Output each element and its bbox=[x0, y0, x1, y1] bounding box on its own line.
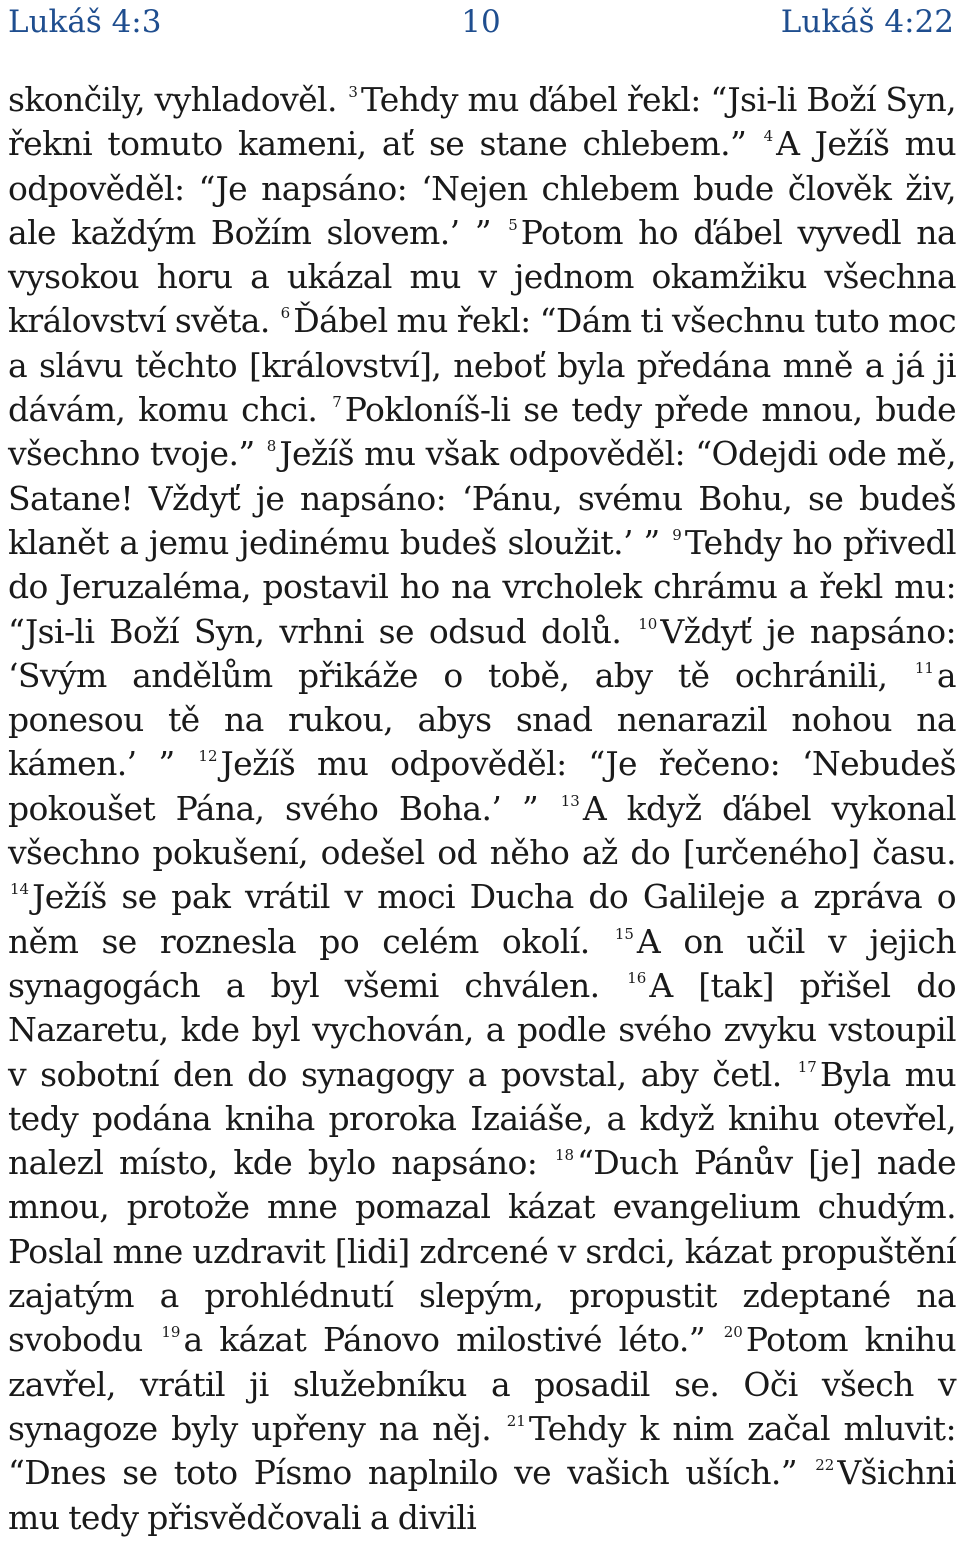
verse-number: 15 bbox=[614, 924, 634, 943]
verse-text: “Duch Pánův [je] nade mnou, protože mne pomazal kázat evangelium chudým. Poslal mne uzdravit [lidi] zdrcené v srdci, kázat propuštění zajatým a prohlédnutí slepým, propustit zdeptané na svobodu bbox=[8, 1143, 957, 1360]
verse-text: A on učil v jejich synagogách a byl všemi chválen. bbox=[8, 921, 957, 1005]
verse-number: 17 bbox=[797, 1057, 817, 1076]
verse-text: Potom knihu zavřel, vrátil ji služebníku a posadil se. Oči všech v synagoze byly upřeny na něj. bbox=[8, 1320, 956, 1448]
verse-number: 19 bbox=[161, 1323, 181, 1342]
verse-text: Tehdy mu ďábel řekl: “Jsi-li Boží Syn, řekni tomuto kameni, ať se stane chlebem.” bbox=[8, 80, 956, 164]
verse-text: Všichni mu tedy přisvědčovali a divili bbox=[8, 1453, 956, 1537]
verse-text: Tehdy ho přivedl do Jeruzaléma, postavil ho na vrcholek chrámu a řekl mu: “Jsi-li Boží Syn, vrhni se odsud dolů. bbox=[8, 522, 957, 651]
verse-number: 3 bbox=[348, 83, 358, 101]
verse-text: Ježíš mu však odpověděl: “Odejdi ode mě, Satane! Vždyť je napsáno: ‘Pánu, svému Bohu, se budeš klanět a jemu jedinému budeš sloužit.’ ” bbox=[8, 434, 957, 562]
verse-text: Vždyť je napsáno: ‘Svým andělům přikáže o tobě, aby tě ochránili, bbox=[8, 611, 956, 695]
verse-text: Tehdy k nim začal mluvit: “Dnes se toto Písmo naplnilo ve vašich uších.” bbox=[8, 1408, 956, 1493]
verse-number: 10 bbox=[638, 614, 658, 633]
verse-text: Byla mu tedy podána kniha proroka Izaiáše, a když knihu otevřel, nalezl místo, kde bylo napsáno: bbox=[8, 1054, 956, 1183]
verse bbox=[159, 1320, 705, 1359]
passage-text bbox=[8, 78, 956, 1540]
verse-number: 14 bbox=[10, 880, 30, 899]
verse-number: 4 bbox=[763, 127, 774, 146]
verse-number: 6 bbox=[280, 304, 291, 323]
header-divider bbox=[8, 52, 954, 53]
verse-number: 7 bbox=[332, 393, 342, 412]
verse-text: Ježíš mu odpověděl: “Je řečeno: ‘Nebudeš pokoušet Pána, svého Boha.’ ” bbox=[8, 744, 957, 828]
header-right-reference: Lukáš 4:22 bbox=[780, 4, 954, 40]
verse-text: Ježíš se pak vrátil v moci Ducha do Galileje a zpráva o něm se roznesla po celém okolí. bbox=[8, 877, 956, 961]
verse-text: a kázat Pánovo milostivé léto.” bbox=[183, 1320, 705, 1360]
page-header bbox=[8, 0, 954, 44]
verse-number: 18 bbox=[554, 1146, 575, 1165]
verse-number: 9 bbox=[672, 525, 682, 544]
verse-number: 20 bbox=[723, 1323, 743, 1342]
verse-text: Pokloníš-li se tedy přede mnou, bude všechno tvoje.” bbox=[8, 390, 957, 474]
verse-number: 5 bbox=[508, 215, 518, 234]
verse-text: skončily, vyhladověl. bbox=[8, 80, 337, 119]
verse-text: A když ďábel vykonal všechno pokušení, odešel od něho až do [určeného] času. bbox=[8, 788, 956, 873]
page-number: 10 bbox=[461, 4, 501, 40]
verse-text: Potom ho ďábel vyvedl na vysokou horu a ukázal mu v jednom okamžiku všechna království světa. bbox=[8, 212, 956, 341]
verse-number: 21 bbox=[506, 1411, 526, 1430]
verse-text: A Ježíš mu odpověděl: “Je napsáno: ‘Nejen chlebem bude člověk živ, ale každým Božím slovem.’ ” bbox=[8, 124, 956, 252]
verse-number: 13 bbox=[560, 791, 580, 810]
verse-number: 8 bbox=[266, 437, 277, 456]
verse-number: 16 bbox=[627, 968, 647, 987]
verse-text: a ponesou tě na rukou, abys snad nenarazil nohou na kámen.’ ” bbox=[8, 655, 956, 784]
verse-number: 22 bbox=[815, 1456, 835, 1475]
verse bbox=[8, 80, 337, 119]
verse-number: 11 bbox=[914, 658, 934, 677]
verse-number: 12 bbox=[198, 747, 218, 766]
header-left-reference: Lukáš 4:3 bbox=[8, 4, 162, 40]
verse-text: Ďábel mu řekl: “Dám ti všechnu tuto moc a slávu těchto [království], neboť byla předána mně a já ji dávám, komu chci. bbox=[8, 301, 956, 430]
verse-text: A [tak] přišel do Nazaretu, kde byl vychován, a podle svého zvyku vstoupil v sobotní den do synagogy a povstal, aby četl. bbox=[8, 965, 957, 1094]
